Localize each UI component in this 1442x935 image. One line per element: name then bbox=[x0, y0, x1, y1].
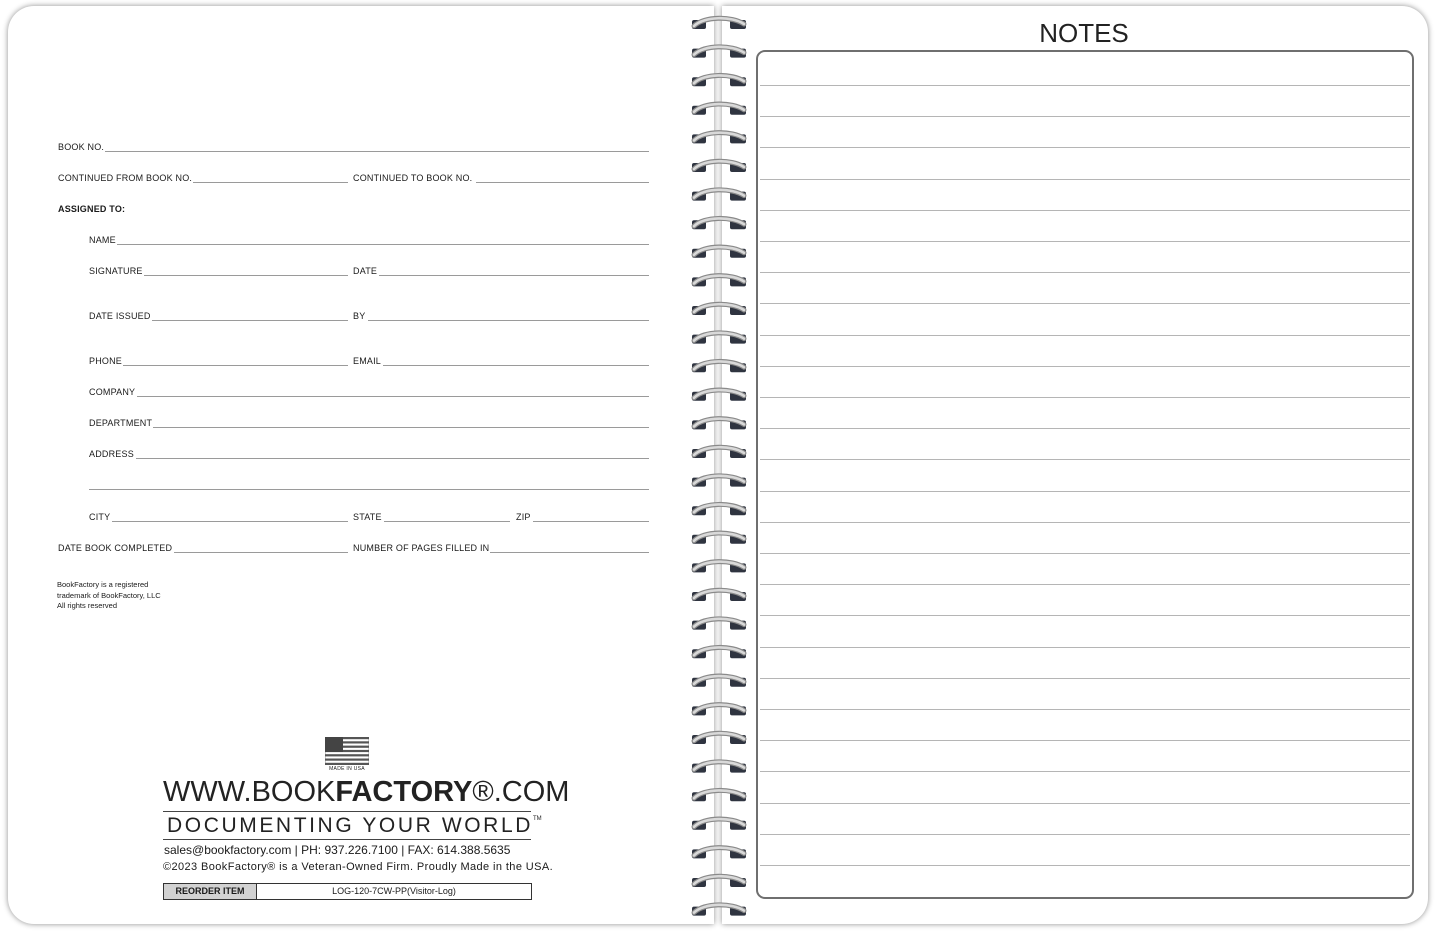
reorder-code: LOG-120-7CW-PP(Visitor-Log) bbox=[332, 886, 456, 896]
notes-line[interactable] bbox=[760, 584, 1410, 585]
spiral-coil bbox=[692, 304, 746, 315]
spiral-coil bbox=[692, 218, 746, 229]
continued-from-line[interactable] bbox=[193, 182, 348, 183]
pages-filled-line[interactable] bbox=[490, 552, 649, 553]
signature-label: SIGNATURE bbox=[89, 266, 143, 276]
brand-tagline bbox=[167, 814, 542, 838]
spiral-coil bbox=[692, 247, 746, 258]
spiral-coil bbox=[692, 647, 746, 658]
continued-to-line[interactable] bbox=[476, 182, 649, 183]
spiral-coil bbox=[692, 361, 746, 372]
trademark-line: trademark of BookFactory, LLC bbox=[57, 590, 161, 600]
spiral-coil bbox=[692, 276, 746, 287]
us-flag-icon bbox=[325, 737, 369, 765]
date-issued-line[interactable] bbox=[152, 320, 348, 321]
notes-line[interactable] bbox=[760, 85, 1410, 86]
name-label: NAME bbox=[89, 235, 116, 245]
spiral-coil bbox=[692, 161, 746, 172]
notes-line[interactable] bbox=[760, 366, 1410, 367]
notes-line[interactable] bbox=[760, 771, 1410, 772]
reorder-box bbox=[163, 883, 532, 900]
state-label: STATE bbox=[353, 512, 382, 522]
address-line-2[interactable] bbox=[89, 489, 649, 490]
zip-line[interactable] bbox=[533, 521, 649, 522]
book-no-label: BOOK NO. bbox=[58, 142, 105, 152]
state-line[interactable] bbox=[384, 521, 510, 522]
spiral-coil bbox=[692, 18, 746, 29]
copyright-notice: ©2023 BookFactory® is a Veteran-Owned Firm. Proudly Made in the USA. bbox=[163, 861, 554, 873]
notes-line[interactable] bbox=[760, 522, 1410, 523]
spiral-coil bbox=[692, 590, 746, 601]
notes-line[interactable] bbox=[760, 553, 1410, 554]
notes-line[interactable] bbox=[760, 615, 1410, 616]
notes-line[interactable] bbox=[760, 865, 1410, 866]
brand-suffix: ®.COM bbox=[472, 776, 570, 808]
notes-line[interactable] bbox=[760, 803, 1410, 804]
spiral-coil bbox=[692, 619, 746, 630]
spiral-binding-icon bbox=[686, 6, 752, 924]
brand-url[interactable] bbox=[163, 776, 569, 809]
notes-line[interactable] bbox=[760, 116, 1410, 117]
spiral-coil bbox=[692, 676, 746, 687]
company-label: COMPANY bbox=[89, 387, 136, 397]
spiral-coil bbox=[692, 733, 746, 744]
date-book-completed-line[interactable] bbox=[174, 552, 348, 553]
brand-bold: FACTORY bbox=[335, 776, 473, 808]
continued-from-label: CONTINUED FROM BOOK NO. bbox=[58, 173, 193, 183]
notes-line[interactable] bbox=[760, 272, 1410, 273]
department-line[interactable] bbox=[153, 427, 649, 428]
reorder-label: REORDER ITEM bbox=[164, 884, 257, 899]
assigned-to-heading: ASSIGNED TO: bbox=[58, 204, 126, 214]
spiral-coil bbox=[692, 476, 746, 487]
notes-box[interactable] bbox=[756, 50, 1414, 899]
by-line[interactable] bbox=[368, 320, 649, 321]
spiral-coil bbox=[692, 504, 746, 515]
notes-line[interactable] bbox=[760, 147, 1410, 148]
notes-line[interactable] bbox=[760, 428, 1410, 429]
spiral-coil bbox=[692, 790, 746, 801]
spiral-coil bbox=[692, 190, 746, 201]
spiral-coil bbox=[692, 819, 746, 830]
spiral-coil bbox=[692, 390, 746, 401]
notes-line[interactable] bbox=[760, 647, 1410, 648]
spiral-coil bbox=[692, 419, 746, 430]
notes-line[interactable] bbox=[760, 740, 1410, 741]
spiral-coil bbox=[692, 333, 746, 344]
tagline-tm: TM bbox=[533, 816, 542, 822]
notes-title: NOTES bbox=[1039, 18, 1129, 48]
continued-to-label: CONTINUED TO BOOK NO. bbox=[353, 173, 473, 183]
trademark-line: BookFactory is a registered bbox=[57, 580, 149, 589]
spiral-coil bbox=[692, 705, 746, 716]
by-label: BY bbox=[353, 311, 366, 321]
notes-line[interactable] bbox=[760, 303, 1410, 304]
name-line[interactable] bbox=[117, 244, 649, 245]
email-line[interactable] bbox=[383, 365, 649, 366]
zip-label: ZIP bbox=[516, 512, 531, 522]
notes-line[interactable] bbox=[760, 210, 1410, 211]
city-label: CITY bbox=[89, 512, 111, 522]
date-book-completed-label: DATE BOOK COMPLETED bbox=[58, 543, 173, 553]
book-no-line[interactable] bbox=[105, 151, 649, 152]
date-issued-label: DATE ISSUED bbox=[89, 311, 151, 321]
spiral-coil bbox=[692, 562, 746, 573]
spiral-coil bbox=[692, 133, 746, 144]
spiral-coil bbox=[692, 876, 746, 887]
pages-filled-label: NUMBER OF PAGES FILLED IN bbox=[353, 543, 490, 553]
spiral-coil bbox=[692, 47, 746, 58]
date-label: DATE bbox=[353, 266, 378, 276]
notes-line[interactable] bbox=[760, 834, 1410, 835]
trademark-line: All rights reserved bbox=[57, 601, 118, 610]
spiral-coil bbox=[692, 533, 746, 544]
brand-prefix: WWW.BOOK bbox=[163, 776, 336, 808]
company-line[interactable] bbox=[137, 396, 649, 397]
spiral-coil bbox=[692, 848, 746, 859]
notes-line[interactable] bbox=[760, 179, 1410, 180]
city-line[interactable] bbox=[112, 521, 348, 522]
notes-line[interactable] bbox=[760, 678, 1410, 679]
email-label: EMAIL bbox=[353, 356, 382, 366]
address-line-1[interactable] bbox=[136, 458, 649, 459]
brand-divider bbox=[163, 811, 531, 812]
tagline-text: DOCUMENTING YOUR WORLD bbox=[167, 814, 533, 837]
notes-line[interactable] bbox=[760, 335, 1410, 336]
made-in-usa-caption: MADE IN USA bbox=[329, 766, 365, 772]
notes-line[interactable] bbox=[760, 241, 1410, 242]
notes-line[interactable] bbox=[760, 397, 1410, 398]
trademark-notice bbox=[57, 580, 161, 612]
address-label: ADDRESS bbox=[89, 449, 134, 459]
tagline-divider bbox=[163, 839, 531, 840]
phone-label: PHONE bbox=[89, 356, 123, 366]
signature-line[interactable] bbox=[144, 275, 348, 276]
notes-line[interactable] bbox=[760, 459, 1410, 460]
spiral-coil bbox=[692, 75, 746, 86]
department-label: DEPARTMENT bbox=[89, 418, 153, 428]
spiral-coil bbox=[692, 447, 746, 458]
phone-line[interactable] bbox=[123, 365, 348, 366]
notes-line[interactable] bbox=[760, 709, 1410, 710]
spiral-coil bbox=[692, 905, 746, 916]
notes-line[interactable] bbox=[760, 491, 1410, 492]
spiral-coil bbox=[692, 104, 746, 115]
spiral-coil bbox=[692, 762, 746, 773]
contact-info: sales@bookfactory.com | PH: 937.226.7100 | FAX: 614.388.5635 bbox=[164, 843, 511, 857]
date-line[interactable] bbox=[379, 275, 649, 276]
